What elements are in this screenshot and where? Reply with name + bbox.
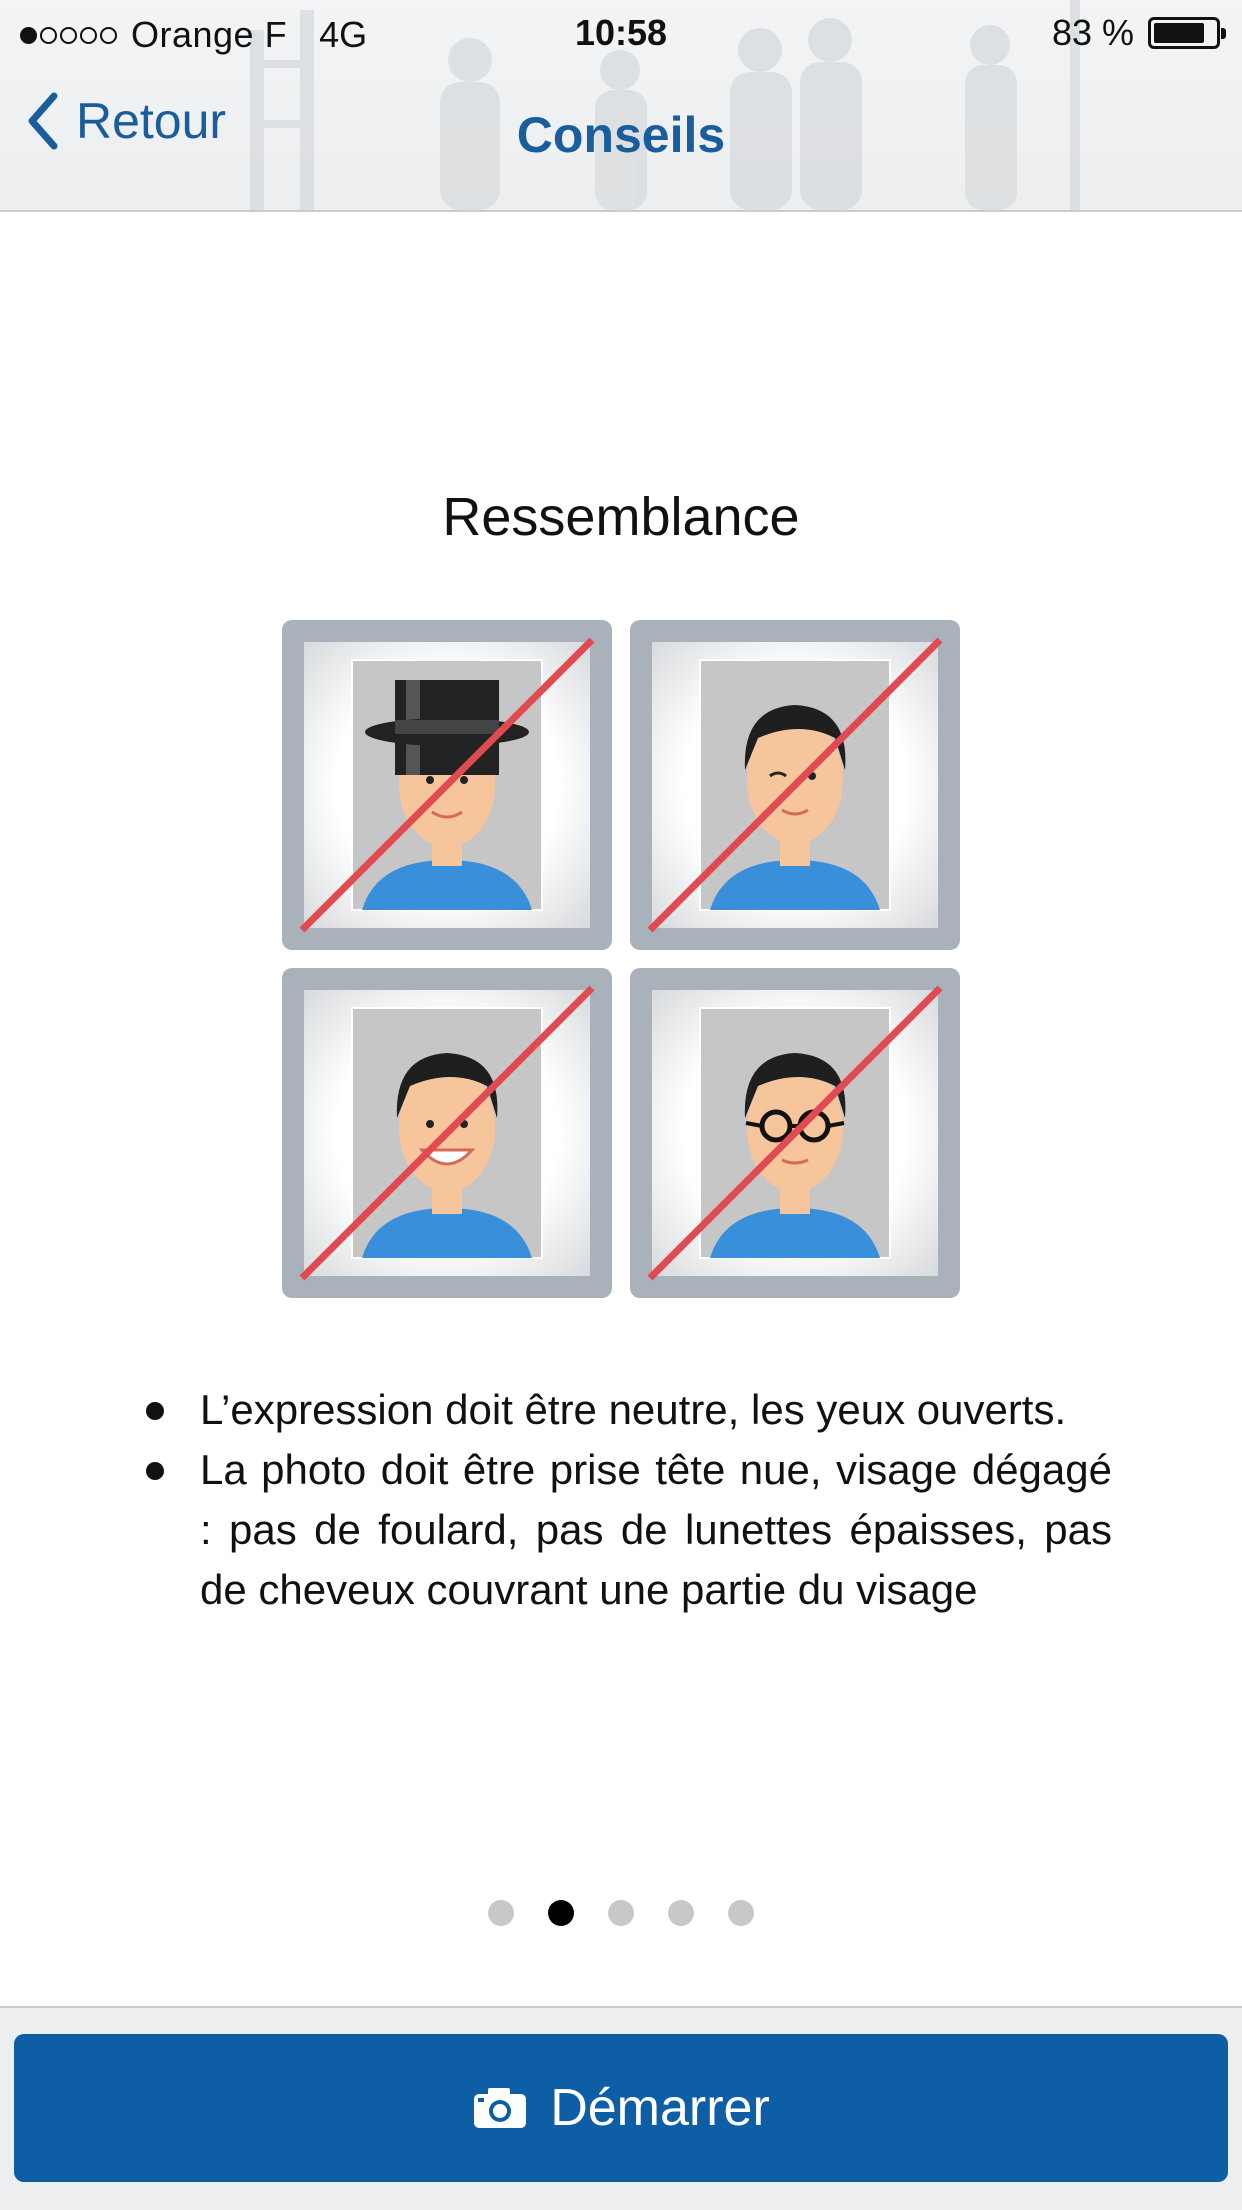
- status-bar: [0, 0, 1242, 66]
- page-title: Conseils: [516, 107, 726, 163]
- face-winking-icon: [630, 620, 960, 950]
- page-dot-5[interactable]: [728, 1900, 754, 1926]
- footer: [0, 2006, 1242, 2210]
- face-with-top-hat-icon: [282, 620, 612, 950]
- face-with-glasses-icon: [630, 968, 960, 1298]
- network-type: 4G: [319, 14, 368, 55]
- example-tile-smile: [282, 968, 612, 1298]
- page-indicator[interactable]: [0, 1900, 1242, 1926]
- section-title: Ressemblance: [442, 487, 800, 547]
- status-right: [1052, 12, 1220, 54]
- face-smiling-teeth-icon: [282, 968, 612, 1298]
- battery-fill: [1154, 23, 1204, 43]
- examples-grid: [282, 620, 962, 1300]
- advice-list: [140, 1380, 1112, 1620]
- page-dot-4[interactable]: [668, 1900, 694, 1926]
- navigation-header: [0, 0, 1242, 212]
- status-time: 10:58: [574, 12, 668, 53]
- battery-icon: [1148, 17, 1220, 49]
- example-tile-glasses: [630, 968, 960, 1298]
- camera-icon: [472, 2086, 528, 2130]
- example-tile-wink: [630, 620, 960, 950]
- example-tile-hat: [282, 620, 612, 950]
- page-dot-3[interactable]: [608, 1900, 634, 1926]
- page-dot-1[interactable]: [488, 1900, 514, 1926]
- battery-percentage: 83 %: [1051, 12, 1134, 53]
- start-button[interactable]: [14, 2034, 1228, 2182]
- back-label: Retour: [76, 93, 227, 149]
- advice-item: L’expression doit être neutre, les yeux ouverts.: [140, 1380, 1112, 1440]
- advice-item: La photo doit être prise tête nue, visage dégagé : pas de foulard, pas de lunettes épaisses, pas de cheveux couvrant une partie du visage: [140, 1440, 1112, 1620]
- page-dot-2[interactable]: [548, 1900, 574, 1926]
- start-label: Démarrer: [550, 2079, 770, 2137]
- carrier-name: Orange F: [131, 14, 288, 55]
